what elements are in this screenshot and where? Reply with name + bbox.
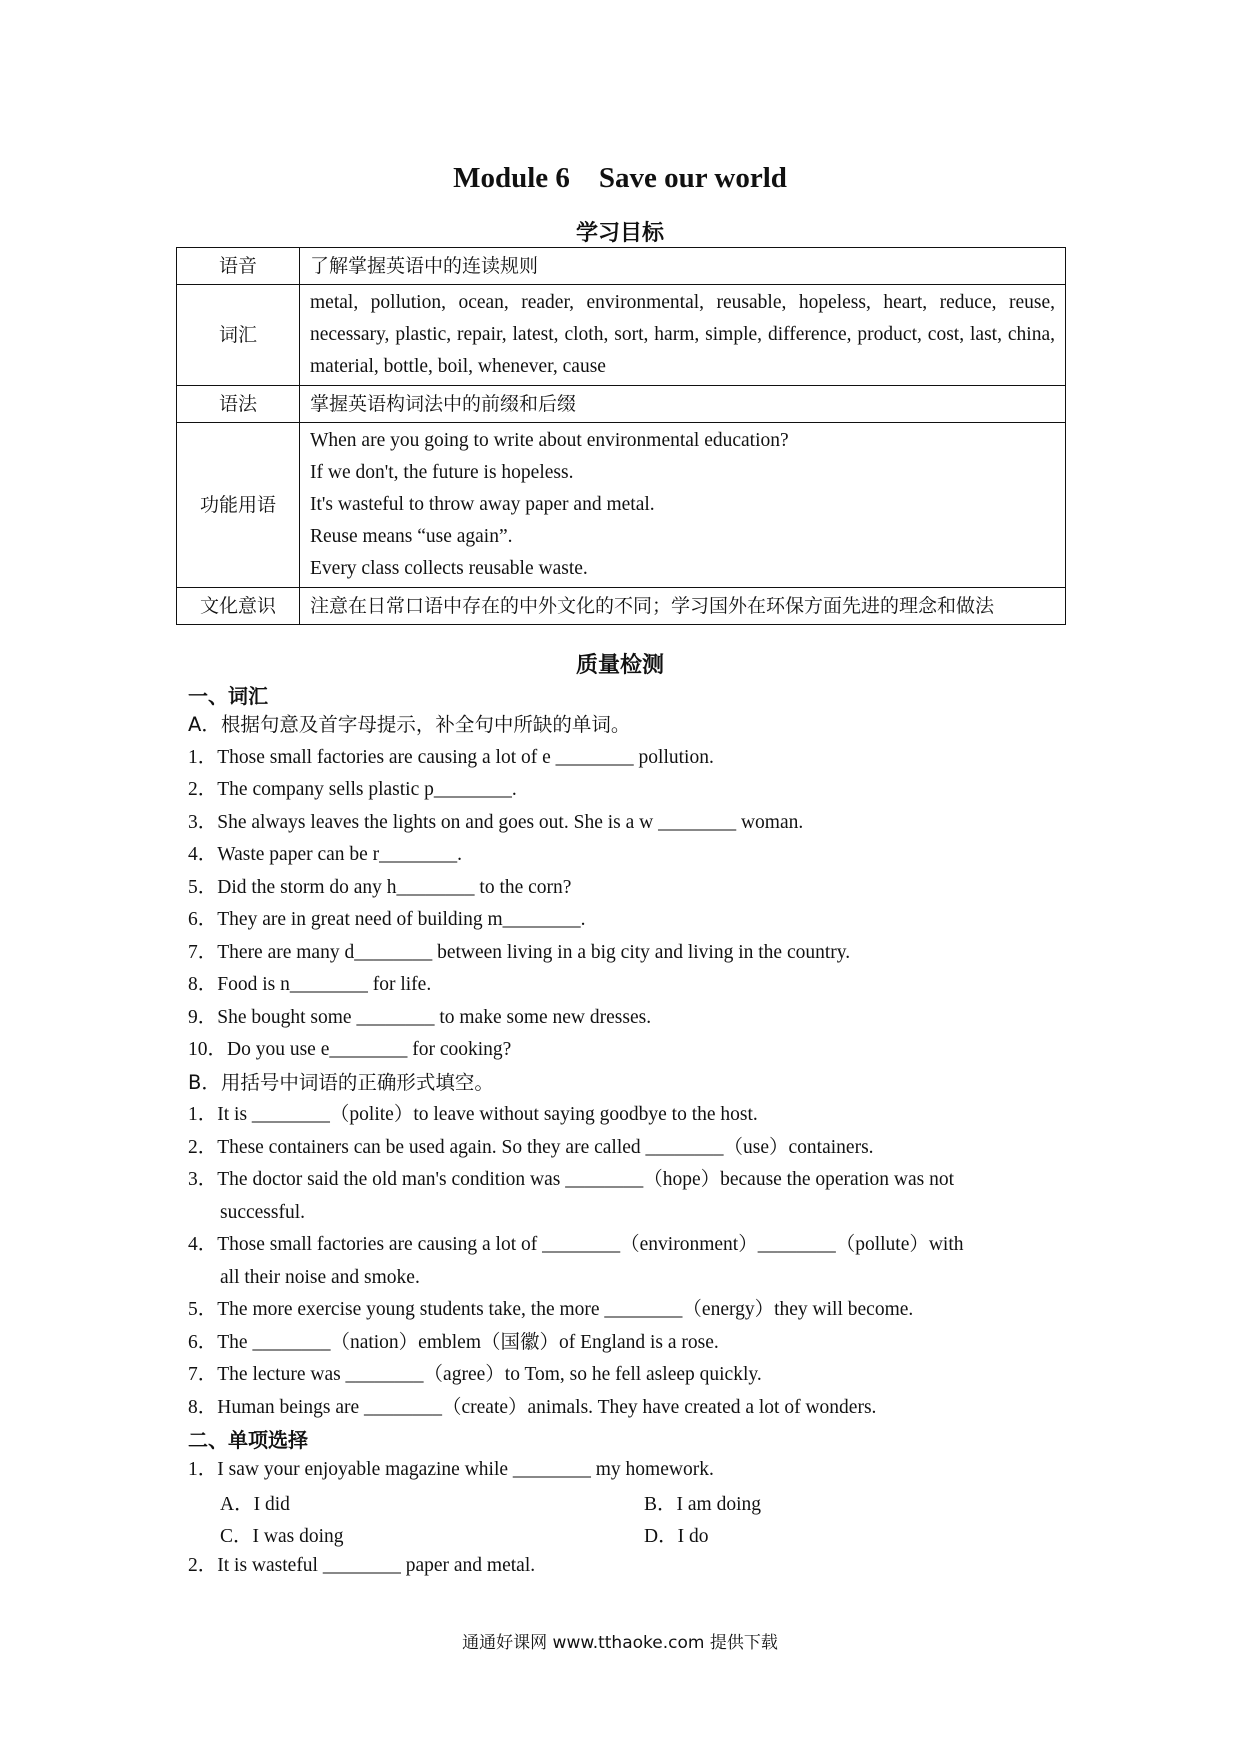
partB-item: 1．It is ________（polite）to leave without saying goodbye to the host. — [188, 1104, 758, 1125]
partA-item: 8．Food is n________ for life. — [188, 974, 432, 995]
objective-row — [177, 285, 1066, 386]
partB-instruction: B．用括号中词语的正确形式填空。 — [188, 1071, 494, 1094]
partB-item-continued: successful. — [220, 1202, 306, 1223]
objective-key: 功能用语 — [177, 423, 300, 588]
part1-heading: 一、词汇 — [188, 684, 268, 708]
function-sentence: Every class collects reusable waste. — [310, 558, 588, 579]
partB-item: 7．The lecture was ________（agree）to Tom, so he fell asleep quickly. — [188, 1364, 762, 1385]
objective-value: metal, pollution, ocean, reader, environmental, reusable, hopeless, heart, reduce, reuse, necessary, plastic, repair, latest, cloth, sort, harm, simple, difference, product, cost, last, china, material, bottle, boil, whenever, cause — [300, 285, 1066, 386]
mc-option-b: B．I am doing — [644, 1494, 761, 1515]
mc-option-d: D．I do — [644, 1526, 709, 1547]
objective-key: 文化意识 — [177, 588, 300, 625]
function-sentence: It's wasteful to throw away paper and metal. — [310, 494, 655, 515]
objective-key: 语音 — [177, 248, 300, 285]
objective-value: 掌握英语构词法中的前缀和后缀 — [300, 386, 1066, 423]
partB-item: 4．Those small factories are causing a lot of ________（environment）________（pollute）with — [188, 1234, 964, 1255]
partA-instruction: A．根据句意及首字母提示，补全句中所缺的单词。 — [188, 713, 631, 736]
partA-item: 4．Waste paper can be r________. — [188, 844, 463, 865]
objectives-heading: 学习目标 — [575, 221, 664, 246]
page-title: Module 6 Save our world — [453, 162, 787, 194]
function-sentence: If we don't, the future is hopeless. — [310, 462, 574, 483]
objective-row — [177, 248, 1066, 285]
mc-option-a: A．I did — [220, 1494, 290, 1515]
objective-value: 注意在日常口语中存在的中外文化的不同；学习国外在环保方面先进的理念和做法 — [300, 588, 1066, 625]
objectives-table — [176, 247, 1066, 625]
partA-item: 2．The company sells plastic p________. — [188, 779, 517, 800]
objective-row — [177, 588, 1066, 625]
partA-item: 10．Do you use e________ for cooking? — [188, 1039, 512, 1060]
partB-item: 2．These containers can be used again. So they are called ________（use）containers. — [188, 1137, 874, 1158]
partA-item: 7．There are many d________ between living in a big city and living in the country. — [188, 942, 851, 963]
partB-item-continued: all their noise and smoke. — [220, 1267, 420, 1288]
page-footer: 通通好课网 www.tthaoke.com 提供下载 — [462, 1633, 778, 1653]
partB-item: 5．The more exercise young students take, the more ________（energy）they will become. — [188, 1299, 914, 1320]
part2-heading: 二、单项选择 — [188, 1428, 308, 1452]
objective-value: 了解掌握英语中的连读规则 — [300, 248, 1066, 285]
partA-item: 1．Those small factories are causing a lot of e ________ pollution. — [188, 747, 714, 768]
partB-item: 3．The doctor said the old man's condition was ________（hope）because the operation was not — [188, 1169, 955, 1190]
mc-question: 1．I saw your enjoyable magazine while ________ my homework. — [188, 1459, 714, 1480]
objective-row — [177, 386, 1066, 423]
mc-option-c: C．I was doing — [220, 1526, 344, 1547]
partA-item: 9．She bought some ________ to make some new dresses. — [188, 1007, 652, 1028]
partA-item: 5．Did the storm do any h________ to the corn? — [188, 877, 572, 898]
function-sentence: When are you going to write about environmental education? — [310, 430, 789, 451]
objective-key: 词汇 — [177, 285, 300, 386]
objective-key: 语法 — [177, 386, 300, 423]
check-heading: 质量检测 — [575, 653, 664, 678]
objective-value — [300, 423, 1066, 588]
partB-item: 8．Human beings are ________（create）animals. They have created a lot of wonders. — [188, 1397, 877, 1418]
mc-question: 2．It is wasteful ________ paper and metal. — [188, 1555, 536, 1576]
partA-item: 3．She always leaves the lights on and goes out. She is a w ________ woman. — [188, 812, 804, 833]
function-sentence: Reuse means “use again”. — [310, 526, 513, 547]
objective-row — [177, 423, 1066, 588]
partB-item: 6．The ________（nation）emblem（国徽）of England is a rose. — [188, 1332, 719, 1353]
partA-item: 6．They are in great need of building m________. — [188, 909, 586, 930]
